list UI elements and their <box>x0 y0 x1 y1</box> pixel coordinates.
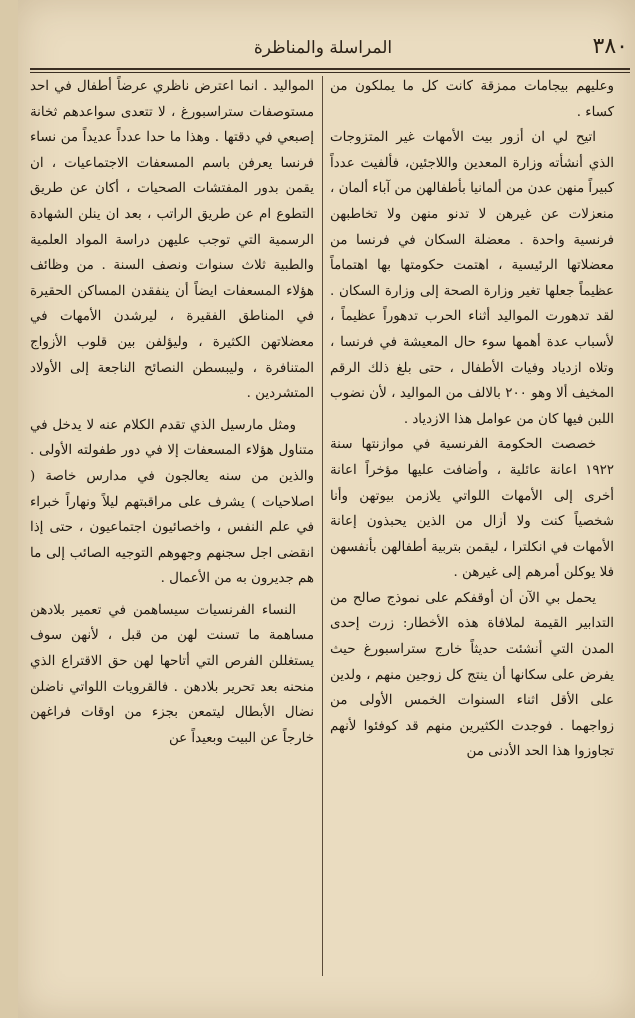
header-rule-thin <box>30 72 630 73</box>
paragraph: المواليد . انما اعترض ناظري عرضاً أطفال في احد مستوصفات ستراسبورغ ، لا تتعدى سواعدهم ثخانة إصبعي في دقتها . وهذا ما حدا عدداً عديداً من نساء فرنسا يعرفن باسم المسعفات الاجتماعيات ، ان يقمن بدور المفتشات الصحيات ، أكان عن طريق التطوع ام عن طريق الراتب ، بعد ان ينلن الشهادة الرسمية التي توجب عليهن دراسة المواد العلمية والطبية ثلاث سنوات ونصف السنة . من وظائف هؤلاء المسعفات ايضاً أن ينفقدن المساكن الحقيرة في المناطق الفقيرة ، ليرشدن الأمهات في معضلاتهن الكثيرة ، وليؤلفن بين قلوب الأزواج المتنافرة ، وليبسطن النصائح الناجعة إلى الأولاد المتشردين . <box>30 79 314 402</box>
paragraph: النساء الفرنسيات سيساهمن في تعمير بلادهن مساهمة ما تسنت لهن من قبل ، لأنهن سوف يستغللن الفرص التي أتاحها لهن حق الاقتراع الذي منحنه بعد تحرير بلادهن . فالقرويات اللواتي ناضلن نضال الأبطال ليتمعن بجزء من اوقات فراغهن خارجاً عن البيت وبعيداً عن <box>30 602 314 746</box>
paragraph: خصصت الحكومة الفرنسية في موازنتها سنة ١٩٢٢ اعانة عائلية ، وأضافت عليها مؤخراً اعانة أخرى إلى الأمهات اللواتي يلازمن بيوتهن وأنا شخصياً كنت ولا أزال من الذين يحبذون إعانة الأمهات في انكلترا ، ليقمن بتربية أطفالهن بأنفسهن فلا يوكلن أمرهم إلى غيرهن . <box>330 437 614 581</box>
header-rule <box>30 68 630 70</box>
left-column <box>30 74 314 751</box>
paragraph: يحمل بي الآن أن أوقفكم على نموذج صالح من التدابير القيمة لملافاة هذه الأخطار: زرت إحدى المدن التي أنشئت حديثاً خارج ستراسبورغ حيث يفرض على سكانها أن ينتج كل زوجين منهم ، ولدين على الأقل اثناء السنوات الخمس الأولى من زواجهما . فوجدت الكثيرين منهم قد كوفئوا لأنهم تجاوزوا هذا الحد الأدنى من <box>330 590 614 760</box>
paragraph: اتيح لي ان أزور بيت الأمهات غير المتزوجات الذي أنشأته وزارة المعدين واللاجئين، فألفيت عدداً كبيراً منهن عدن من ألمانيا بأطفالهن من آباء ألمان ، منعزلات عن غيرهن لا تدنو منهن ولا تخاطبهن فرنسية واحدة . معضلة السكان في فرنسا من معضلاتها الرئيسية ، اهتمت حكومتها بها اهتماماً عظيماً جعلها تغير وزارة الصحة إلى وزارة السكان . لقد تدهورت المواليد أثناء الحرب تدهوراً عظيماً ، لأسباب عدة أهمها سوء حال المعيشة في فرنسا ، وتلاه ازدياد وفيات الأطفال ، حتى بلغ ذلك الرقم المخيف ألا وهو ٢٠٠ بالالف من المواليد ، لأن نضوب اللبن فيها كان من عوامل هذا الازدياد . <box>330 130 614 427</box>
running-title: المراسلة والمناظرة <box>253 38 393 58</box>
page-number: ٣٨٠ <box>592 34 628 59</box>
paragraph: وعليهم بيجامات ممزقة كانت كل ما يملكون من كساء . <box>330 79 614 120</box>
page-header <box>18 30 628 70</box>
paragraph: ومثل مارسيل الذي تقدم الكلام عنه لا يدخل في متناول هؤلاء المسعفات إلا في دور طفولته الأولى . والذين من سنه يعالجون في مدارس خاصة ( اصلاحيات ) يشرف على مراقبتهم ليلاً ونهاراً خبراء في علم النفس ، واخصائيون اجتماعيون ، حتى إذا انقضى اجل سجنهم وجهوهم التوجيه الصائب إلى ما هم جديرون به من الأعمال . <box>30 417 314 587</box>
column-divider <box>322 76 323 976</box>
right-column <box>330 74 614 765</box>
